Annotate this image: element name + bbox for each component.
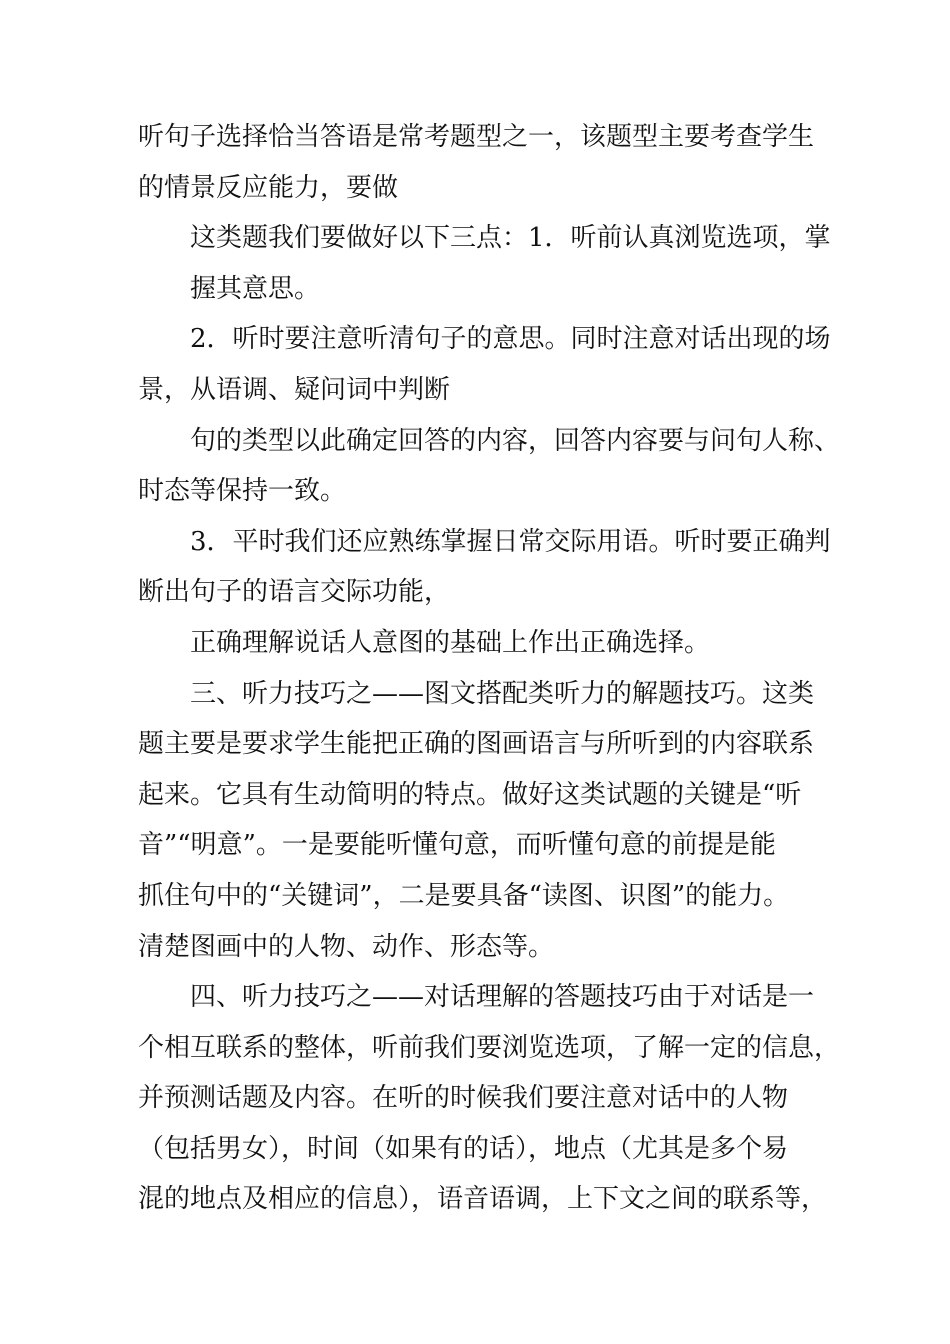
- text-line-17: 清楚图画中的人物、动作、形态等。: [138, 931, 555, 962]
- text-line-22: 混的地点及相应的信息），语音语调，上下文之间的联系等，: [138, 1184, 828, 1215]
- text-line-18: 四、听力技巧之——对话理解的答题技巧由于对话是一: [190, 982, 815, 1013]
- text-line-4: 握其意思。: [190, 273, 321, 304]
- text-line-12: 三、听力技巧之——图文搭配类听力的解题技巧。这类: [190, 678, 815, 709]
- text-line-8: 时态等保持一致。: [138, 476, 347, 507]
- text-line-1: 听句子选择恰当答语是常考题型之一，该题型主要考查学生: [138, 122, 815, 152]
- text-line-10: 断出句子的语言交际功能，: [138, 577, 451, 608]
- text-line-20: 并预测话题及内容。在听的时候我们要注意对话中的人物: [138, 1083, 789, 1114]
- text-line-9: 3．平时我们还应熟练掌握日常交际用语。听时要正确判: [190, 526, 831, 557]
- text-line-13: 题主要是要求学生能把正确的图画语言与所听到的内容联系: [138, 729, 815, 760]
- text-line-6: 景，从语调、疑问词中判断: [138, 374, 451, 405]
- text-line-2: 的情景反应能力，要做: [138, 172, 399, 203]
- text-line-16: 抓住句中的“关键词”，二是要具备“读图、识图”的能力。: [138, 880, 790, 911]
- text-line-21: （包括男女），时间（如果有的话），地点（尤其是多个易: [138, 1133, 789, 1164]
- text-line-15: 音”“明意”。一是要能听懂句意，而听懂句意的前提是能: [138, 830, 776, 861]
- text-line-5: 2．听时要注意听清句子的意思。同时注意对话出现的场: [190, 324, 831, 355]
- text-line-3: 这类题我们要做好以下三点：1．听前认真浏览选项，掌: [190, 223, 831, 254]
- text-line-11: 正确理解说话人意图的基础上作出正确选择。: [190, 627, 711, 658]
- text-line-19: 个相互联系的整体，听前我们要浏览选项，了解一定的信息，: [138, 1032, 841, 1063]
- text-line-7: 句的类型以此确定回答的内容，回答内容要与问句人称、: [190, 425, 841, 456]
- document-body: [138, 112, 841, 1225]
- text-line-14: 起来。它具有生动简明的特点。做好这类试题的关键是“听: [138, 779, 802, 810]
